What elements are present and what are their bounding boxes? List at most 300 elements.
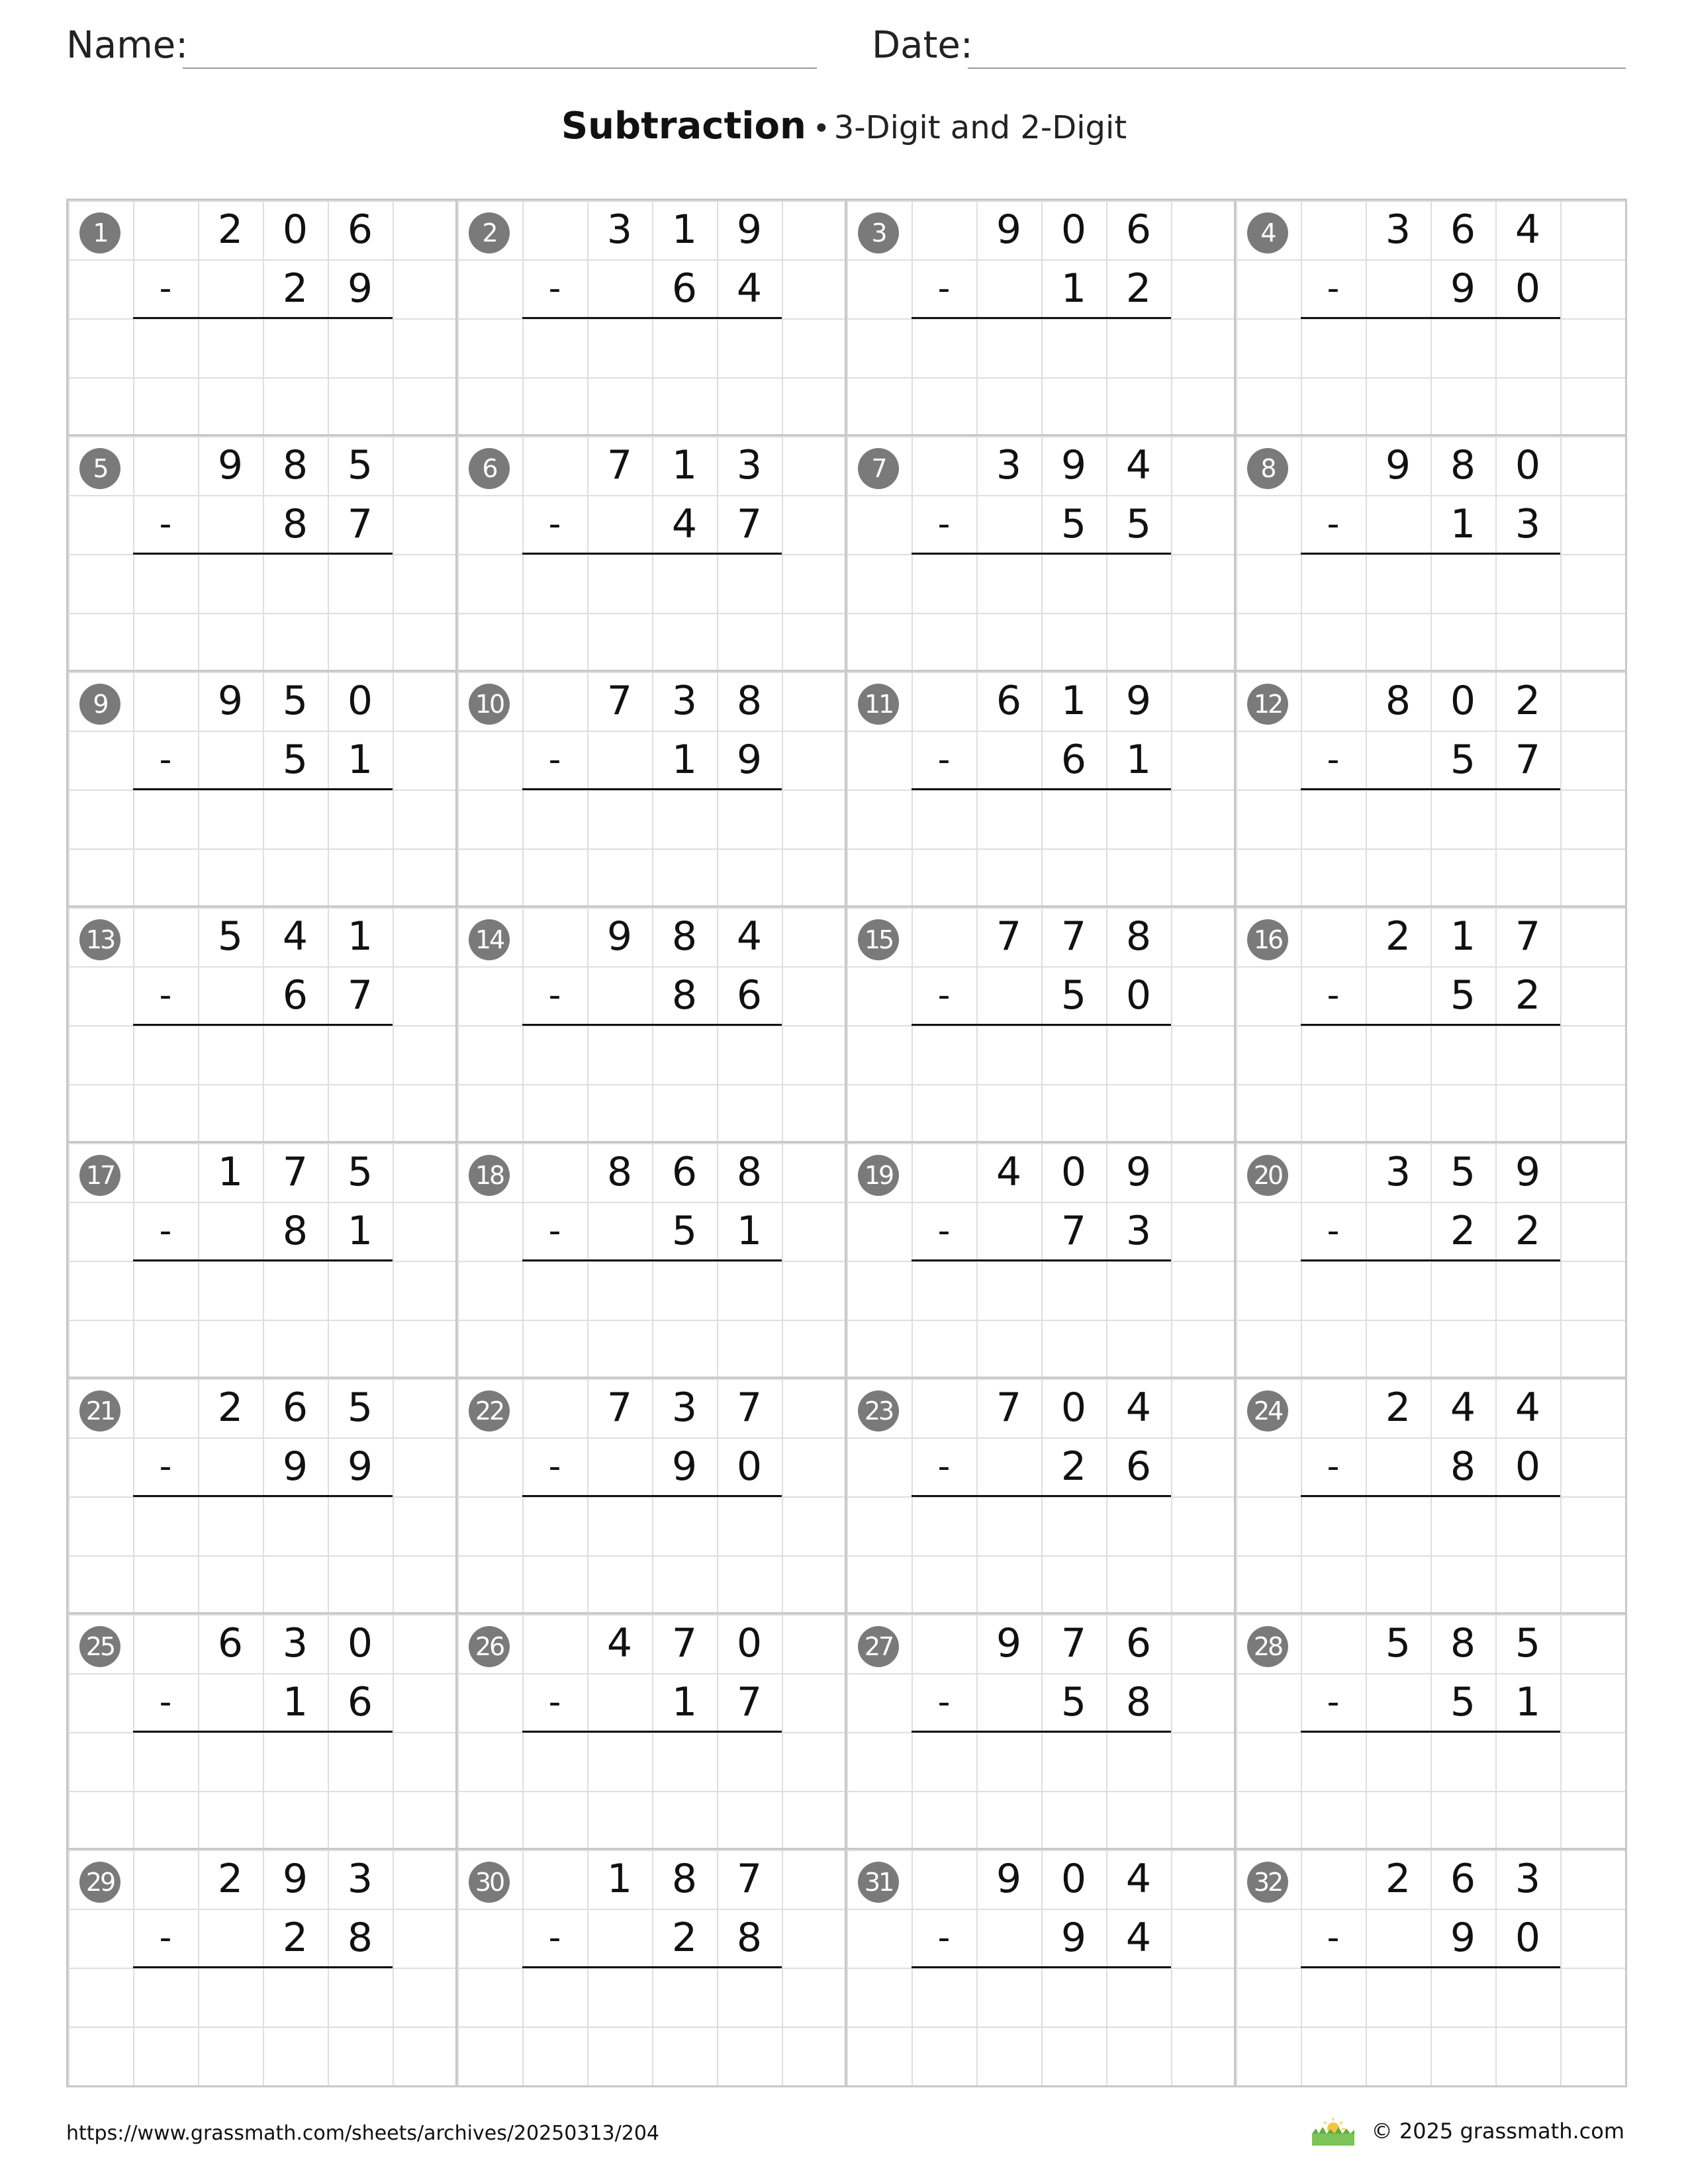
answer-area[interactable] xyxy=(522,1732,782,1850)
problem-number-badge: 16 xyxy=(1247,919,1288,960)
minus-sign: - xyxy=(159,504,172,544)
subtrahend-digit: 1 xyxy=(347,737,373,783)
problem-21 xyxy=(68,1379,457,1614)
answer-area[interactable] xyxy=(912,1496,1171,1614)
subtrahend-digit: 4 xyxy=(671,501,698,547)
answer-area[interactable] xyxy=(912,318,1171,436)
minuend-digit: 0 xyxy=(1515,442,1541,488)
subtrahend-digit: 5 xyxy=(1450,1679,1476,1725)
subtrahend-digit: 7 xyxy=(347,501,373,547)
problem-number-badge: 2 xyxy=(469,212,510,253)
minus-sign: - xyxy=(159,976,172,1015)
minuend-digit: 2 xyxy=(217,206,244,253)
answer-area[interactable] xyxy=(1301,1732,1560,1850)
subtrahend-digit: 3 xyxy=(1125,1208,1152,1254)
minus-sign: - xyxy=(159,1211,172,1251)
minuend-digit: 5 xyxy=(1515,1620,1541,1666)
answer-area[interactable] xyxy=(133,1732,393,1850)
minuend-digit: 4 xyxy=(1125,442,1152,488)
answer-area[interactable] xyxy=(912,1968,1171,2085)
problem-10 xyxy=(457,672,847,907)
problem-number-badge: 27 xyxy=(858,1626,899,1667)
minuend-digit: 9 xyxy=(1060,442,1087,488)
name-label: Name: xyxy=(66,24,189,67)
problem-23 xyxy=(847,1379,1236,1614)
subtrahend-digit: 9 xyxy=(282,1443,308,1490)
minuend-digit: 5 xyxy=(1450,1149,1476,1195)
problem-number-badge: 30 xyxy=(469,1862,510,1903)
problem-number-badge: 23 xyxy=(858,1390,899,1432)
minus-sign: - xyxy=(1327,504,1340,544)
minuend-digit: 2 xyxy=(1385,1385,1411,1431)
minuend-digit: 6 xyxy=(1125,206,1152,253)
minuend-digit: 7 xyxy=(1515,913,1541,960)
subtrahend-digit: 5 xyxy=(1060,1679,1087,1725)
title-subtitle: 3-Digit and 2-Digit xyxy=(833,109,1127,146)
minus-sign: - xyxy=(937,504,951,544)
subtrahend-digit: 1 xyxy=(671,737,698,783)
subtrahend-digit: 9 xyxy=(1450,1915,1476,1961)
minuend-digit: 8 xyxy=(1450,1620,1476,1666)
minuend-digit: 7 xyxy=(282,1149,308,1195)
footer-copyright: © 2025 grassmath.com xyxy=(1371,2118,1624,2144)
problem-17 xyxy=(68,1143,457,1379)
problem-number-badge: 3 xyxy=(858,212,899,253)
minuend-digit: 6 xyxy=(282,1385,308,1431)
minuend-digit: 2 xyxy=(1385,913,1411,960)
subtrahend-digit: 8 xyxy=(282,501,308,547)
minus-sign: - xyxy=(548,740,561,780)
problem-29 xyxy=(68,1850,457,2085)
answer-area[interactable] xyxy=(522,318,782,436)
minuend-digit: 4 xyxy=(1515,206,1541,253)
answer-area[interactable] xyxy=(133,1025,393,1143)
subtrahend-digit: 0 xyxy=(1515,1443,1541,1490)
answer-area[interactable] xyxy=(133,1496,393,1614)
title-main: Subtraction xyxy=(561,105,806,148)
answer-area[interactable] xyxy=(522,1025,782,1143)
minuend-digit: 3 xyxy=(606,206,633,253)
answer-area[interactable] xyxy=(1301,1025,1560,1143)
minuend-digit: 9 xyxy=(1125,678,1152,724)
minus-sign: - xyxy=(548,269,561,308)
minuend-digit: 8 xyxy=(736,1149,763,1195)
minus-sign: - xyxy=(159,1447,172,1486)
minuend-digit: 8 xyxy=(282,442,308,488)
subtrahend-digit: 6 xyxy=(1125,1443,1152,1490)
minuend-digit: 3 xyxy=(347,1856,373,1902)
minuend-digit: 5 xyxy=(217,913,244,960)
subtrahend-digit: 8 xyxy=(671,972,698,1019)
subtrahend-digit: 8 xyxy=(1125,1679,1152,1725)
minuend-digit: 0 xyxy=(1060,1385,1087,1431)
subtrahend-digit: 7 xyxy=(1515,737,1541,783)
answer-area[interactable] xyxy=(133,790,393,907)
subtrahend-digit: 8 xyxy=(1450,1443,1476,1490)
subtrahend-digit: 5 xyxy=(1060,501,1087,547)
problem-28 xyxy=(1236,1614,1625,1850)
problem-number-badge: 10 xyxy=(469,684,510,725)
minuend-digit: 9 xyxy=(606,913,633,960)
subtrahend-digit: 6 xyxy=(347,1679,373,1725)
subtrahend-digit: 2 xyxy=(282,265,308,312)
minus-sign: - xyxy=(159,269,172,308)
minuend-digit: 9 xyxy=(996,206,1022,253)
name-line[interactable] xyxy=(183,68,817,69)
minuend-digit: 8 xyxy=(1450,442,1476,488)
minuend-digit: 6 xyxy=(671,1149,698,1195)
minuend-digit: 7 xyxy=(736,1856,763,1902)
minuend-digit: 0 xyxy=(736,1620,763,1666)
subtrahend-digit: 8 xyxy=(282,1208,308,1254)
minuend-digit: 5 xyxy=(1385,1620,1411,1666)
minuend-digit: 5 xyxy=(347,1149,373,1195)
subtrahend-digit: 1 xyxy=(671,1679,698,1725)
subtrahend-digit: 4 xyxy=(736,265,763,312)
minuend-digit: 4 xyxy=(1125,1385,1152,1431)
subtrahend-digit: 2 xyxy=(1450,1208,1476,1254)
subtrahend-digit: 9 xyxy=(1060,1915,1087,1961)
answer-area[interactable] xyxy=(1301,318,1560,436)
minuend-digit: 9 xyxy=(282,1856,308,1902)
problem-30 xyxy=(457,1850,847,2085)
problem-13 xyxy=(68,907,457,1143)
minuend-digit: 1 xyxy=(217,1149,244,1195)
subtrahend-digit: 2 xyxy=(671,1915,698,1961)
minuend-digit: 7 xyxy=(1060,1620,1087,1666)
answer-area[interactable] xyxy=(522,790,782,907)
minuend-digit: 0 xyxy=(1060,1149,1087,1195)
problem-7 xyxy=(847,436,1236,672)
answer-area[interactable] xyxy=(133,1261,393,1379)
subtrahend-digit: 6 xyxy=(282,972,308,1019)
problem-number-badge: 4 xyxy=(1247,212,1288,253)
subtrahend-digit: 7 xyxy=(347,972,373,1019)
minuend-digit: 7 xyxy=(606,1385,633,1431)
problem-number-badge: 5 xyxy=(79,448,120,489)
problem-number-badge: 11 xyxy=(858,684,899,725)
subtrahend-digit: 0 xyxy=(736,1443,763,1490)
minuend-digit: 9 xyxy=(736,206,763,253)
minuend-digit: 7 xyxy=(996,1385,1022,1431)
minuend-digit: 3 xyxy=(996,442,1022,488)
subtrahend-digit: 5 xyxy=(1450,972,1476,1019)
subtrahend-digit: 9 xyxy=(736,737,763,783)
subtrahend-digit: 6 xyxy=(1060,737,1087,783)
subtrahend-digit: 5 xyxy=(1125,501,1152,547)
subtrahend-digit: 1 xyxy=(1515,1679,1541,1725)
subtrahend-digit: 5 xyxy=(1450,737,1476,783)
subtrahend-digit: 4 xyxy=(1125,1915,1152,1961)
subtrahend-digit: 1 xyxy=(1060,265,1087,312)
problem-number-badge: 29 xyxy=(79,1862,120,1903)
minuend-digit: 3 xyxy=(671,1385,698,1431)
subtrahend-digit: 0 xyxy=(1515,265,1541,312)
minuend-digit: 0 xyxy=(1060,1856,1087,1902)
problem-12 xyxy=(1236,672,1625,907)
subtrahend-digit: 7 xyxy=(1060,1208,1087,1254)
subtrahend-digit: 5 xyxy=(282,737,308,783)
minus-sign: - xyxy=(1327,269,1340,308)
minuend-digit: 3 xyxy=(1385,206,1411,253)
answer-area[interactable] xyxy=(522,1968,782,2085)
problem-15 xyxy=(847,907,1236,1143)
minuend-digit: 2 xyxy=(1515,678,1541,724)
problem-number-badge: 12 xyxy=(1247,684,1288,725)
minus-sign: - xyxy=(937,1682,951,1722)
minuend-digit: 4 xyxy=(1125,1856,1152,1902)
problem-number-badge: 7 xyxy=(858,448,899,489)
problem-number-badge: 20 xyxy=(1247,1155,1288,1196)
minuend-digit: 1 xyxy=(606,1856,633,1902)
minuend-digit: 5 xyxy=(347,1385,373,1431)
problem-number-badge: 8 xyxy=(1247,448,1288,489)
minus-sign: - xyxy=(548,1918,561,1958)
problem-18 xyxy=(457,1143,847,1379)
problem-1 xyxy=(68,201,457,436)
subtrahend-digit: 6 xyxy=(671,265,698,312)
minuend-digit: 5 xyxy=(282,678,308,724)
problem-22 xyxy=(457,1379,847,1614)
minuend-digit: 1 xyxy=(671,442,698,488)
problem-9 xyxy=(68,672,457,907)
minus-sign: - xyxy=(1327,1447,1340,1486)
subtrahend-digit: 0 xyxy=(1515,1915,1541,1961)
minuend-digit: 0 xyxy=(347,1620,373,1666)
answer-area[interactable] xyxy=(1301,790,1560,907)
minuend-digit: 4 xyxy=(606,1620,633,1666)
subtrahend-digit: 9 xyxy=(1450,265,1476,312)
subtrahend-digit: 1 xyxy=(736,1208,763,1254)
problem-4 xyxy=(1236,201,1625,436)
minuend-digit: 2 xyxy=(217,1856,244,1902)
minuend-digit: 6 xyxy=(1450,206,1476,253)
subtrahend-digit: 9 xyxy=(347,265,373,312)
problem-number-badge: 1 xyxy=(79,212,120,253)
problem-number-badge: 18 xyxy=(469,1155,510,1196)
minus-sign: - xyxy=(159,1918,172,1958)
footer-url: https://www.grassmath.com/sheets/archives/20250313/204 xyxy=(66,2122,660,2145)
minus-sign: - xyxy=(937,976,951,1015)
minuend-digit: 4 xyxy=(1450,1385,1476,1431)
minuend-digit: 3 xyxy=(1385,1149,1411,1195)
problem-number-badge: 31 xyxy=(858,1862,899,1903)
problem-2 xyxy=(457,201,847,436)
minus-sign: - xyxy=(937,1211,951,1251)
minus-sign: - xyxy=(937,1447,951,1486)
subtrahend-digit: 9 xyxy=(671,1443,698,1490)
minuend-digit: 9 xyxy=(217,442,244,488)
problem-5 xyxy=(68,436,457,672)
grass-sun-logo-icon xyxy=(1309,2115,1357,2147)
minuend-digit: 0 xyxy=(347,678,373,724)
subtrahend-digit: 2 xyxy=(1515,972,1541,1019)
footer-credit xyxy=(1309,2115,1624,2147)
minuend-digit: 8 xyxy=(1385,678,1411,724)
minuend-digit: 1 xyxy=(1060,678,1087,724)
minuend-digit: 3 xyxy=(1515,1856,1541,1902)
subtrahend-digit: 8 xyxy=(347,1915,373,1961)
minuend-digit: 9 xyxy=(1125,1149,1152,1195)
answer-area[interactable] xyxy=(1301,1968,1560,2085)
minuend-digit: 3 xyxy=(736,442,763,488)
minuend-digit: 6 xyxy=(347,206,373,253)
minuend-digit: 8 xyxy=(606,1149,633,1195)
problem-11 xyxy=(847,672,1236,907)
answer-area[interactable] xyxy=(912,554,1171,672)
title-separator: • xyxy=(812,112,830,146)
minuend-digit: 2 xyxy=(217,1385,244,1431)
minuend-digit: 2 xyxy=(1385,1856,1411,1902)
minuend-digit: 9 xyxy=(217,678,244,724)
problem-8 xyxy=(1236,436,1625,672)
answer-area[interactable] xyxy=(522,1261,782,1379)
minuend-digit: 7 xyxy=(996,913,1022,960)
minuend-digit: 9 xyxy=(1515,1149,1541,1195)
problem-19 xyxy=(847,1143,1236,1379)
minuend-digit: 4 xyxy=(736,913,763,960)
problem-26 xyxy=(457,1614,847,1850)
minuend-digit: 8 xyxy=(1125,913,1152,960)
minuend-digit: 3 xyxy=(671,678,698,724)
minuend-digit: 0 xyxy=(282,206,308,253)
subtrahend-digit: 7 xyxy=(736,1679,763,1725)
subtrahend-digit: 1 xyxy=(347,1208,373,1254)
problem-number-badge: 26 xyxy=(469,1626,510,1667)
minuend-digit: 0 xyxy=(1060,206,1087,253)
minus-sign: - xyxy=(937,269,951,308)
minus-sign: - xyxy=(937,1918,951,1958)
problem-number-badge: 28 xyxy=(1247,1626,1288,1667)
problem-16 xyxy=(1236,907,1625,1143)
minus-sign: - xyxy=(548,1447,561,1486)
problem-grid xyxy=(66,199,1627,2087)
minus-sign: - xyxy=(548,1211,561,1251)
minuend-digit: 7 xyxy=(671,1620,698,1666)
minuend-digit: 4 xyxy=(1515,1385,1541,1431)
answer-area[interactable] xyxy=(1301,1496,1560,1614)
minuend-digit: 7 xyxy=(606,678,633,724)
problem-number-badge: 15 xyxy=(858,919,899,960)
subtrahend-digit: 5 xyxy=(671,1208,698,1254)
date-line[interactable] xyxy=(968,68,1626,69)
subtrahend-digit: 2 xyxy=(1515,1208,1541,1254)
minuend-digit: 4 xyxy=(282,913,308,960)
subtrahend-digit: 2 xyxy=(1060,1443,1087,1490)
minuend-digit: 4 xyxy=(996,1149,1022,1195)
answer-area[interactable] xyxy=(133,554,393,672)
minus-sign: - xyxy=(1327,1211,1340,1251)
worksheet-title xyxy=(0,105,1688,148)
minus-sign: - xyxy=(937,740,951,780)
problem-number-badge: 21 xyxy=(79,1390,120,1432)
subtrahend-digit: 7 xyxy=(736,501,763,547)
answer-area[interactable] xyxy=(133,1968,393,2085)
problem-number-badge: 17 xyxy=(79,1155,120,1196)
minuend-digit: 5 xyxy=(347,442,373,488)
minuend-digit: 0 xyxy=(1450,678,1476,724)
minus-sign: - xyxy=(1327,1682,1340,1722)
answer-area[interactable] xyxy=(522,1496,782,1614)
answer-area[interactable] xyxy=(912,1025,1171,1143)
problem-20 xyxy=(1236,1143,1625,1379)
minuend-digit: 7 xyxy=(606,442,633,488)
subtrahend-digit: 8 xyxy=(736,1915,763,1961)
minus-sign: - xyxy=(1327,976,1340,1015)
minuend-digit: 6 xyxy=(1450,1856,1476,1902)
problem-number-badge: 13 xyxy=(79,919,120,960)
subtrahend-digit: 1 xyxy=(1125,737,1152,783)
problem-number-badge: 19 xyxy=(858,1155,899,1196)
minus-sign: - xyxy=(1327,740,1340,780)
problem-number-badge: 6 xyxy=(469,448,510,489)
problem-number-badge: 14 xyxy=(469,919,510,960)
minuend-digit: 6 xyxy=(996,678,1022,724)
answer-area[interactable] xyxy=(1301,554,1560,672)
answer-area[interactable] xyxy=(912,1261,1171,1379)
minuend-digit: 9 xyxy=(1385,442,1411,488)
problem-25 xyxy=(68,1614,457,1850)
minuend-digit: 8 xyxy=(671,1856,698,1902)
subtrahend-digit: 0 xyxy=(1125,972,1152,1019)
problem-31 xyxy=(847,1850,1236,2085)
minuend-digit: 7 xyxy=(736,1385,763,1431)
minus-sign: - xyxy=(159,740,172,780)
problem-24 xyxy=(1236,1379,1625,1614)
subtrahend-digit: 2 xyxy=(282,1915,308,1961)
problem-14 xyxy=(457,907,847,1143)
minus-sign: - xyxy=(159,1682,172,1722)
problem-3 xyxy=(847,201,1236,436)
minuend-digit: 1 xyxy=(347,913,373,960)
minuend-digit: 1 xyxy=(1450,913,1476,960)
subtrahend-digit: 1 xyxy=(282,1679,308,1725)
minuend-digit: 6 xyxy=(1125,1620,1152,1666)
subtrahend-digit: 6 xyxy=(736,972,763,1019)
minuend-digit: 1 xyxy=(671,206,698,253)
minus-sign: - xyxy=(548,1682,561,1722)
date-label: Date: xyxy=(872,24,973,67)
subtrahend-digit: 9 xyxy=(347,1443,373,1490)
problem-number-badge: 25 xyxy=(79,1626,120,1667)
answer-area[interactable] xyxy=(912,790,1171,907)
minus-sign: - xyxy=(548,976,561,1015)
minus-sign: - xyxy=(548,504,561,544)
minuend-digit: 7 xyxy=(1060,913,1087,960)
answer-area[interactable] xyxy=(912,1732,1171,1850)
answer-area[interactable] xyxy=(522,554,782,672)
minuend-digit: 3 xyxy=(282,1620,308,1666)
minuend-digit: 8 xyxy=(671,913,698,960)
minuend-digit: 9 xyxy=(996,1856,1022,1902)
minuend-digit: 8 xyxy=(736,678,763,724)
problem-number-badge: 22 xyxy=(469,1390,510,1432)
answer-area[interactable] xyxy=(133,318,393,436)
minus-sign: - xyxy=(1327,1918,1340,1958)
problem-32 xyxy=(1236,1850,1625,2085)
minuend-digit: 9 xyxy=(996,1620,1022,1666)
subtrahend-digit: 2 xyxy=(1125,265,1152,312)
problem-number-badge: 24 xyxy=(1247,1390,1288,1432)
subtrahend-digit: 3 xyxy=(1515,501,1541,547)
problem-number-badge: 32 xyxy=(1247,1862,1288,1903)
answer-area[interactable] xyxy=(1301,1261,1560,1379)
subtrahend-digit: 5 xyxy=(1060,972,1087,1019)
problem-6 xyxy=(457,436,847,672)
subtrahend-digit: 1 xyxy=(1450,501,1476,547)
minuend-digit: 6 xyxy=(217,1620,244,1666)
problem-27 xyxy=(847,1614,1236,1850)
